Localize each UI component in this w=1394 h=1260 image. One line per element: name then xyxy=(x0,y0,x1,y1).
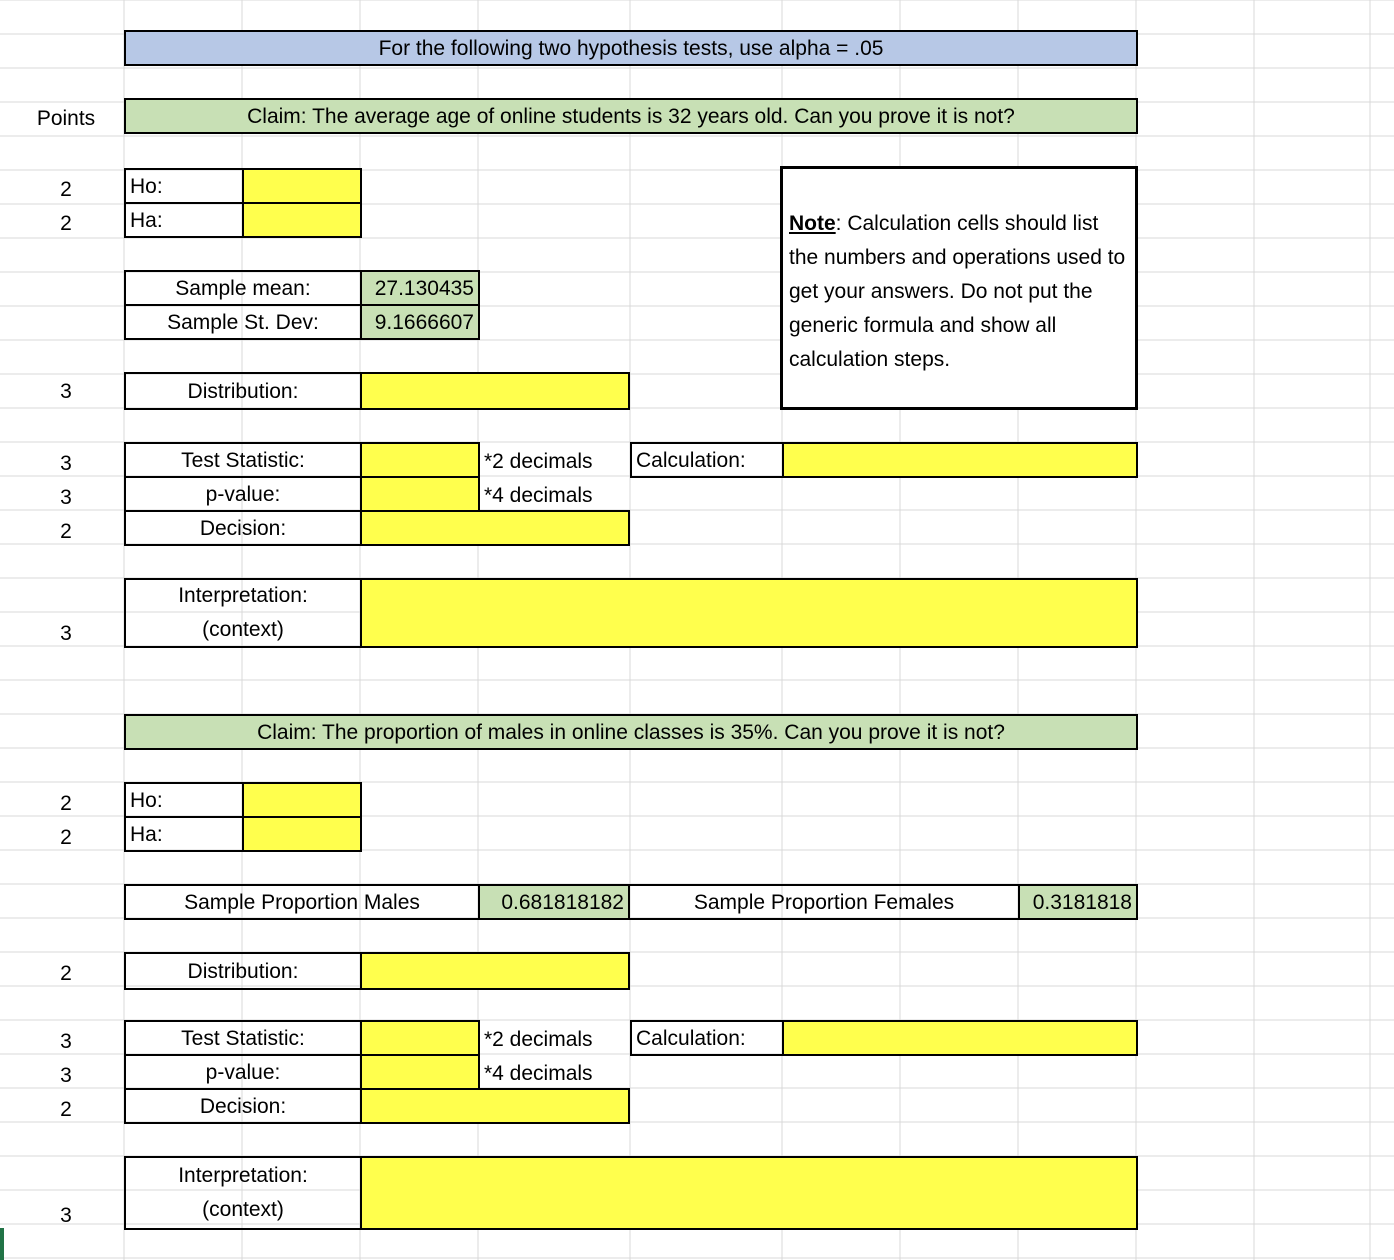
points-p-value-2: 3 xyxy=(60,1064,72,1087)
points-interpretation-1: 3 xyxy=(60,622,72,645)
points-test-stat-1: 3 xyxy=(60,452,72,475)
context-label-1-text: (context) xyxy=(202,618,284,641)
test-stat-label-2 xyxy=(124,1020,362,1056)
p-value-label-1-text: p-value: xyxy=(205,482,281,506)
distribution-input-2[interactable] xyxy=(360,952,630,990)
sample-mean-value: 27.130435 xyxy=(360,270,480,306)
decision-input-1[interactable] xyxy=(360,510,630,546)
test-stat-label-1-text: Test Statistic: xyxy=(181,448,305,472)
calculation-label-2: Calculation: xyxy=(630,1020,784,1056)
alpha-banner xyxy=(124,30,1138,66)
prop-females-label xyxy=(628,884,1020,920)
prop-females-value: 0.3181818 xyxy=(1018,884,1138,920)
distribution-label-1 xyxy=(124,372,362,410)
points-interpretation-2: 3 xyxy=(60,1204,72,1227)
points-decision-1: 2 xyxy=(60,520,72,543)
prop-males-value: 0.681818182 xyxy=(478,884,630,920)
calculation-label-1: Calculation: xyxy=(630,442,784,478)
two-decimals-note-2: *2 decimals xyxy=(484,1027,593,1051)
ho-input-2[interactable] xyxy=(242,782,362,818)
calculation-input-1[interactable] xyxy=(782,442,1138,478)
p-value-label-2 xyxy=(124,1054,362,1090)
p-value-label-1 xyxy=(124,476,362,512)
distribution-label-1-text: Distribution: xyxy=(187,379,299,403)
p-value-input-1[interactable] xyxy=(360,476,480,512)
ho-label-1: Ho: xyxy=(124,168,244,204)
sample-sd-label-text: Sample St. Dev: xyxy=(167,310,319,334)
distribution-label-2 xyxy=(124,952,362,990)
claim-1-text: Claim: The average age of online students is 32 years old. Can you prove it is not? xyxy=(247,104,1015,128)
points-decision-2: 2 xyxy=(60,1098,72,1121)
points-test-stat-2: 3 xyxy=(60,1030,72,1053)
decision-input-2[interactable] xyxy=(360,1088,630,1124)
p-value-input-2[interactable] xyxy=(360,1054,480,1090)
points-distribution-1: 3 xyxy=(60,380,72,403)
sample-sd-label xyxy=(124,304,362,340)
decision-label-1-text: Decision: xyxy=(199,516,287,540)
test-stat-label-1 xyxy=(124,442,362,478)
points-ho-1: 2 xyxy=(60,178,72,201)
context-label-2-text: (context) xyxy=(202,1198,284,1221)
calculation-note-box xyxy=(780,166,1138,410)
prop-males-label xyxy=(124,884,480,920)
points-p-value-1: 3 xyxy=(60,486,72,509)
decision-label-1 xyxy=(124,510,362,546)
distribution-input-1[interactable] xyxy=(360,372,630,410)
interpretation-label-1 xyxy=(124,578,362,648)
ha-input-2[interactable] xyxy=(242,816,362,852)
points-ho-2: 2 xyxy=(60,792,72,815)
ha-label-1: Ha: xyxy=(124,202,244,238)
test-stat-input-1[interactable] xyxy=(360,442,480,478)
decision-label-2 xyxy=(124,1088,362,1124)
ha-label-2: Ha: xyxy=(124,816,244,852)
four-decimals-note-2: *4 decimals xyxy=(484,1061,593,1085)
interpretation-label-2-text: Interpretation: xyxy=(178,1164,308,1187)
prop-males-label-text: Sample Proportion Males xyxy=(184,890,420,914)
four-decimals-note-1: *4 decimals xyxy=(484,483,593,507)
points-distribution-2: 2 xyxy=(60,962,72,985)
ho-input-1[interactable] xyxy=(242,168,362,204)
points-header: Points xyxy=(36,107,96,130)
interpretation-input-1[interactable] xyxy=(360,578,1138,648)
distribution-label-2-text: Distribution: xyxy=(187,959,299,983)
active-sheet-indicator xyxy=(0,1228,4,1260)
note-text: : Calculation cells should list the numbers and operations used to get your answers. Do not put the generic formula and show all calculation steps. xyxy=(789,212,1126,371)
prop-females-label-text: Sample Proportion Females xyxy=(693,890,955,914)
calculation-input-2[interactable] xyxy=(782,1020,1138,1056)
sample-mean-label xyxy=(124,270,362,306)
points-ha-1: 2 xyxy=(60,212,72,235)
test-stat-label-2-text: Test Statistic: xyxy=(181,1026,305,1050)
interpretation-label-1-text: Interpretation: xyxy=(178,584,308,607)
interpretation-label-2 xyxy=(124,1156,362,1230)
sample-mean-label-text: Sample mean: xyxy=(175,276,311,300)
note-title: Note xyxy=(789,212,836,235)
interpretation-input-2[interactable] xyxy=(360,1156,1138,1230)
decision-label-2-text: Decision: xyxy=(199,1094,287,1118)
sample-sd-value: 9.1666607 xyxy=(360,304,480,340)
two-decimals-note-1: *2 decimals xyxy=(484,449,593,473)
ho-label-2: Ho: xyxy=(124,782,244,818)
ha-input-1[interactable] xyxy=(242,202,362,238)
claim-2 xyxy=(124,714,1138,750)
points-ha-2: 2 xyxy=(60,826,72,849)
p-value-label-2-text: p-value: xyxy=(205,1060,281,1084)
claim-1 xyxy=(124,98,1138,134)
test-stat-input-2[interactable] xyxy=(360,1020,480,1056)
claim-2-text: Claim: The proportion of males in online classes is 35%. Can you prove it is not? xyxy=(257,720,1005,744)
alpha-banner-text: For the following two hypothesis tests, use alpha = .05 xyxy=(378,36,884,60)
